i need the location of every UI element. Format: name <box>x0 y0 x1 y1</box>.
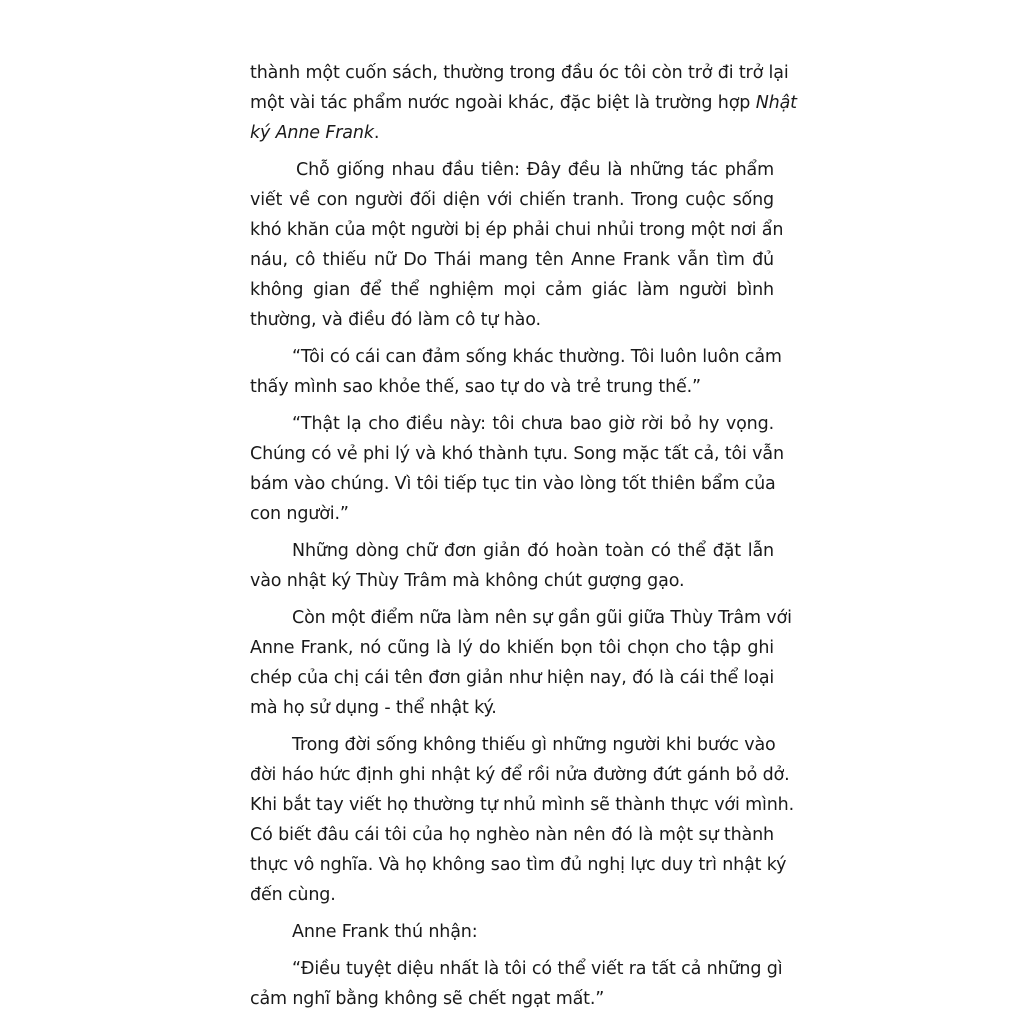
text-line: viết về con người đối diện với chiến tranh. Trong cuộc sống <box>250 190 774 210</box>
text-line: thường, và điều đó làm cô tự hào. <box>250 310 541 330</box>
text-line: Chúng có vẻ phi lý và khó thành tựu. Song mặc tất cả, tôi vẫn <box>250 444 784 464</box>
italic-title-fragment: ký Anne Frank <box>250 123 374 143</box>
text-line: vào nhật ký Thùy Trâm mà không chút gượng gạo. <box>250 571 685 591</box>
italic-title-fragment: Nhật <box>755 93 797 113</box>
paragraph-9 <box>250 954 783 1014</box>
paragraph-3 <box>250 342 782 402</box>
text-line: thực vô nghĩa. Và họ không sao tìm đủ nghị lực duy trì nhật ký <box>250 855 787 875</box>
paragraph-4 <box>250 409 784 529</box>
paragraph-8 <box>250 917 774 947</box>
text-line: thành một cuốn sách, thường trong đầu óc tôi còn trở đi trở lại <box>250 63 789 83</box>
paragraph-1 <box>250 58 797 148</box>
book-page-text <box>250 58 797 1014</box>
paragraph-5 <box>250 536 774 596</box>
text-line: bám vào chúng. Vì tôi tiếp tục tin vào lòng tốt thiên bẩm của <box>250 474 776 494</box>
paragraph-7 <box>250 730 794 910</box>
text-line: Trong đời sống không thiếu gì những người khi bước vào <box>292 735 776 755</box>
text-line: náu, cô thiếu nữ Do Thái mang tên Anne Frank vẫn tìm đủ <box>250 250 774 270</box>
text-line: thấy mình sao khỏe thế, sao tự do và trẻ trung thế.” <box>250 377 701 397</box>
text-line: Anne Frank thú nhận: <box>292 922 478 942</box>
text-line: Những dòng chữ đơn giản đó hoàn toàn có thể đặt lẫn <box>292 541 774 561</box>
paragraph-6 <box>250 603 792 723</box>
text-line: đến cùng. <box>250 885 336 905</box>
text-line: con người.” <box>250 504 349 524</box>
text-line: Còn một điểm nữa làm nên sự gần gũi giữa Thùy Trâm với <box>292 608 792 628</box>
text-line: Chỗ giống nhau đầu tiên: Đây đều là những tác phẩm <box>296 160 774 180</box>
text-line: cảm nghĩ bằng không sẽ chết ngạt mất.” <box>250 989 605 1009</box>
text-line: Khi bắt tay viết họ thường tự nhủ mình sẽ thành thực với mình. <box>250 795 794 815</box>
text-line: khó khăn của một người bị ép phải chui nhủi trong một nơi ẩn <box>250 220 784 240</box>
text-line: mà họ sử dụng - thể nhật ký. <box>250 698 497 718</box>
text-fragment: một vài tác phẩm nước ngoài khác, đặc biệt là trường hợp <box>250 93 751 113</box>
paragraph-2 <box>250 155 784 335</box>
text-line: “Điều tuyệt diệu nhất là tôi có thể viết ra tất cả những gì <box>292 959 783 979</box>
text-line <box>250 88 797 118</box>
text-line: không gian để thể nghiệm mọi cảm giác làm người bình <box>250 280 774 300</box>
text-line <box>250 118 774 148</box>
text-fragment: . <box>373 123 380 143</box>
text-line: Anne Frank, nó cũng là lý do khiến bọn tôi chọn cho tập ghi <box>250 638 774 658</box>
text-line: “Thật lạ cho điều này: tôi chưa bao giờ rời bỏ hy vọng. <box>292 414 774 434</box>
text-line: Có biết đâu cái tôi của họ nghèo nàn nên đó là một sự thành <box>250 825 774 845</box>
text-line: “Tôi có cái can đảm sống khác thường. Tôi luôn luôn cảm <box>292 347 782 367</box>
text-line: chép của chị cái tên đơn giản như hiện nay, đó là cái thể loại <box>250 668 775 688</box>
text-line: đời háo hức định ghi nhật ký để rồi nửa đường đứt gánh bỏ dở. <box>250 765 790 785</box>
